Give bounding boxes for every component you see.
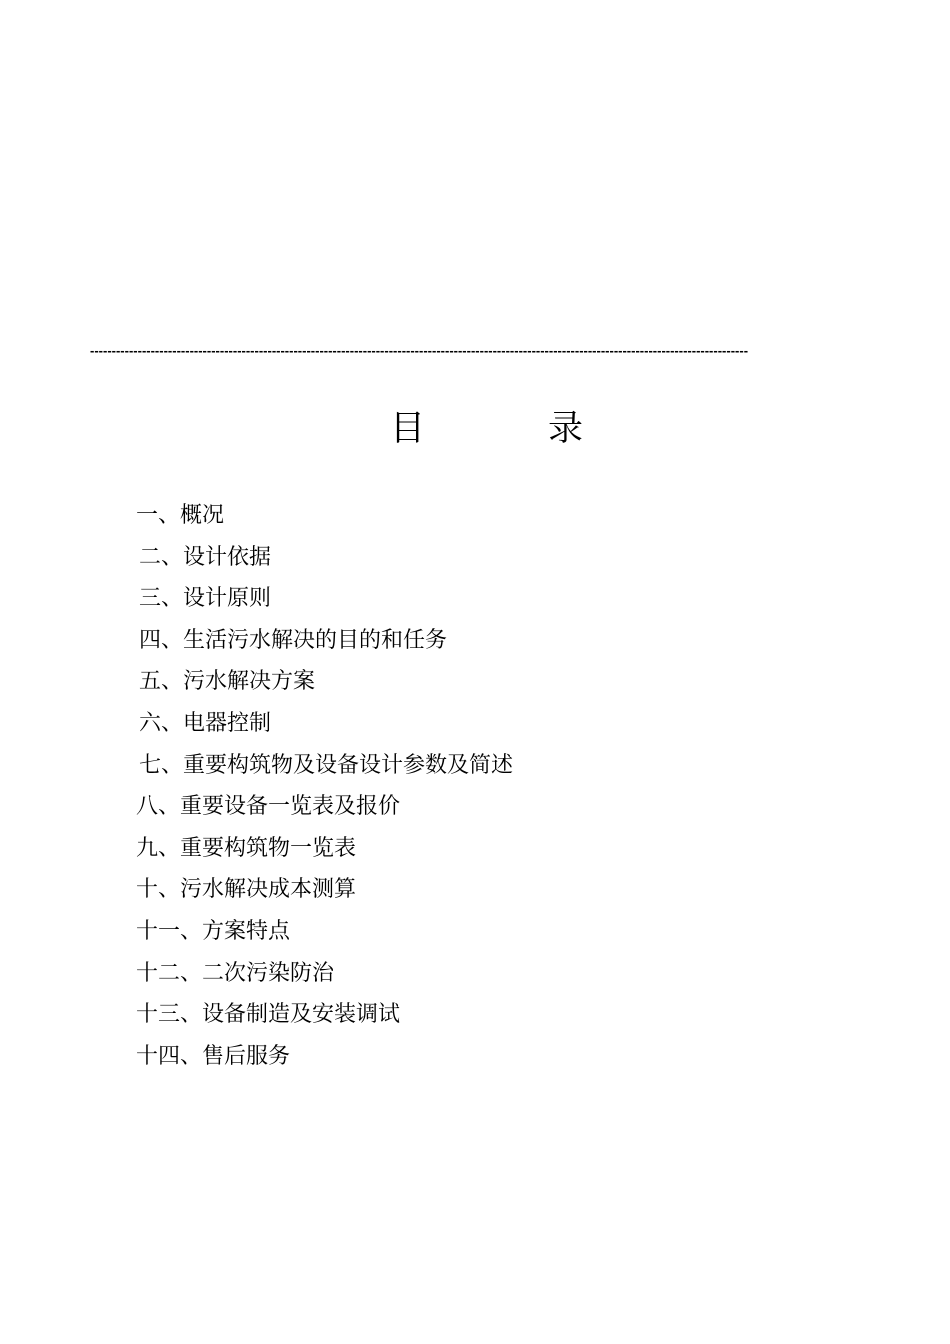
- toc-item: 十一、方案特点: [136, 918, 291, 944]
- toc-item: 二、设计依据: [139, 544, 272, 570]
- toc-item: 五、污水解决方案: [139, 669, 316, 695]
- toc-title-char-2: 录: [548, 409, 584, 449]
- toc-item: 六、电器控制: [139, 710, 272, 736]
- toc-item: 十三、设备制造及安装调试: [136, 1002, 401, 1028]
- toc-item: 九、重要构筑物一览表: [136, 835, 357, 861]
- toc-item: 十二、二次污染防治: [136, 960, 335, 986]
- table-of-contents: [136, 495, 836, 1077]
- toc-item: 三、设计原则: [139, 586, 272, 612]
- toc-item: 十、污水解决成本测算: [136, 877, 357, 903]
- dashed-separator-line: --------------------------------------------------------------------------------------------------------------------------------------------------------: [90, 343, 749, 358]
- toc-title-char-1: 目: [390, 409, 426, 449]
- toc-item: 一、概况: [136, 503, 225, 528]
- toc-title: [0, 404, 950, 454]
- toc-item: 十四、售后服务: [136, 1043, 291, 1069]
- toc-item: 四、生活污水解决的目的和任务: [139, 627, 448, 653]
- toc-item: 八、重要设备一览表及报价: [136, 794, 401, 820]
- toc-item: 七、重要构筑物及设备设计参数及简述: [139, 752, 514, 778]
